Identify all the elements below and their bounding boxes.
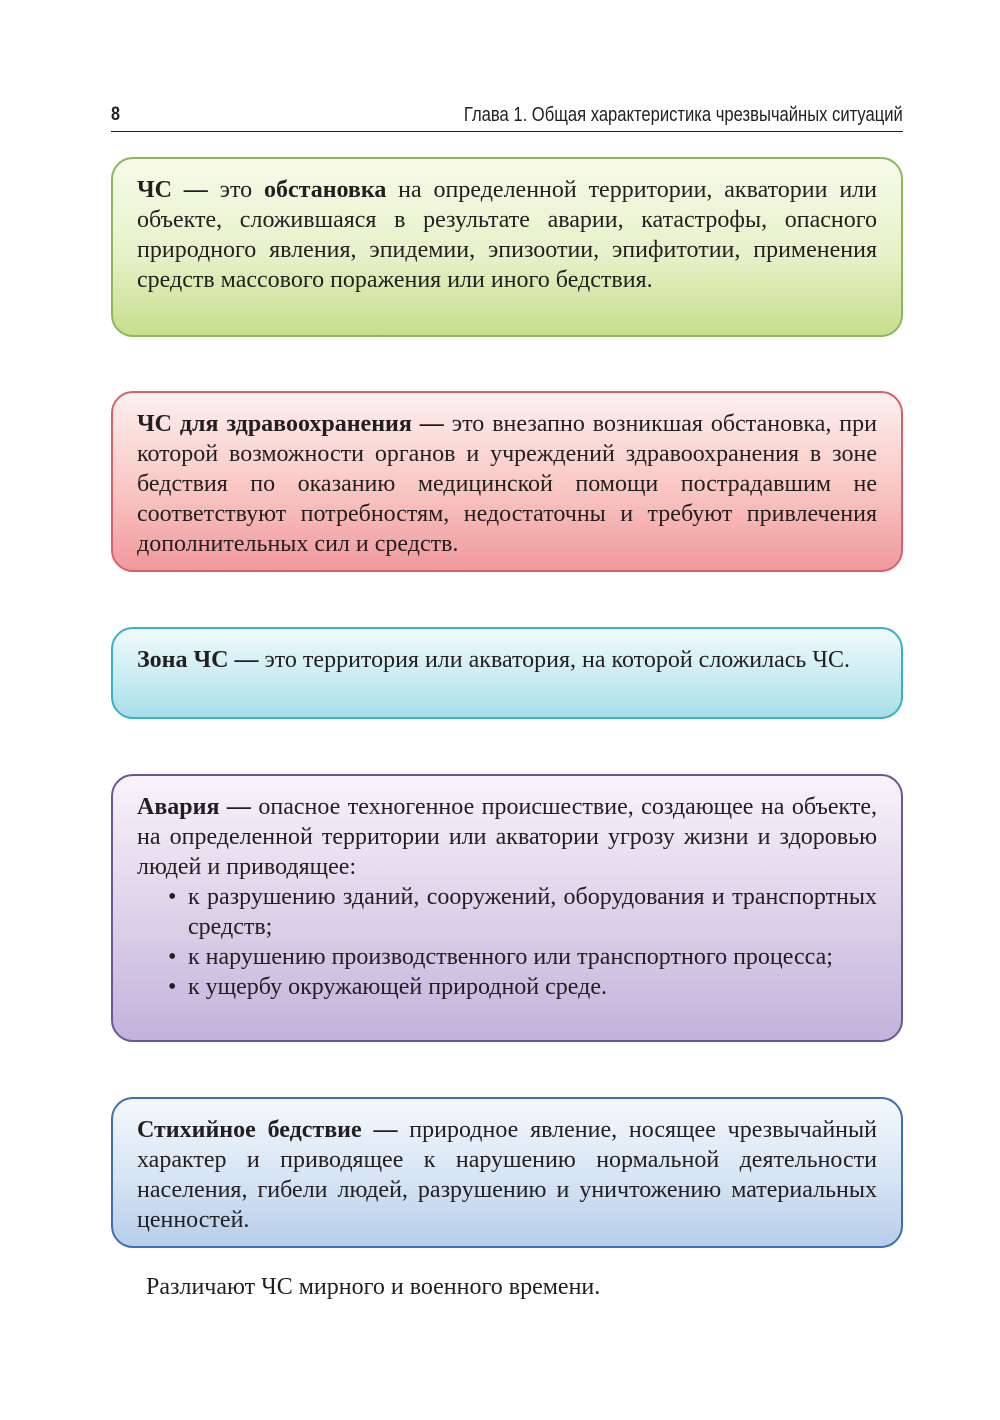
- key-term: обстановка: [263, 177, 387, 203]
- definition-text: ЧС для здравоохранения — это внезапно возникшая обстановка, при которой возможности органов и учреждений здравоохранения в зоне бедствия по оказанию медицинской помощи пострадавшим не соответствуют потребностям, недостаточны и требуют привлечения дополнительных сил и средств.: [137, 411, 877, 557]
- definition-box-natural-disaster: [111, 1097, 903, 1248]
- consequences-list: [137, 882, 877, 1002]
- definition-box-accident: [111, 774, 903, 1042]
- list-item: • к нарушению производственного или транспортного процесса;: [168, 942, 877, 972]
- definition-term: Авария —: [137, 794, 251, 820]
- definition-box-emergency-zone: [111, 627, 903, 719]
- definition-text: Стихийное бедствие — природное явление, носящее чрезвычайный характер и приводящее к нарушению нормальной деятельности населения, гибели людей, разрушению и уничтожению материальных ценностей.: [137, 1117, 877, 1233]
- definition-term: Стихийное бедствие —: [137, 1117, 398, 1143]
- closing-paragraph: Различают ЧС мирного и военного времени.: [146, 1274, 601, 1300]
- definition-box-healthcare-emergency: [111, 391, 903, 572]
- definition-term: ЧС для здравоохранения —: [137, 411, 444, 437]
- page-number: 8: [111, 104, 120, 125]
- definition-text: Авария — опасное техногенное происшествие, создающее на объекте, на определенной территории или акватории угрозу жизни и здоровью людей и приводящее:: [137, 794, 878, 880]
- definition-text: ЧС — это обстановка на определенной территории, акватории или объекте, сложившаяся в результате аварии, катастрофы, опасного природного явления, эпидемии, эпизоотии, эпифитотии, применения средств массового поражения или иного бедствия.: [137, 177, 877, 293]
- list-item: • к ущербу окружающей природной среде.: [168, 972, 877, 1002]
- definition-text: Зона ЧС — это территория или акватория, на которой сложилась ЧС.: [137, 647, 850, 673]
- chapter-title: Глава 1. Общая характеристика чрезвычайных ситуаций: [464, 104, 903, 126]
- definition-box-emergency: [111, 157, 903, 337]
- page-header: [111, 101, 903, 132]
- definition-term: Зона ЧС —: [137, 647, 259, 673]
- definition-term: ЧС —: [137, 177, 208, 203]
- list-item: • к разрушению зданий, сооружений, оборудования и транспортных средств;: [168, 882, 877, 942]
